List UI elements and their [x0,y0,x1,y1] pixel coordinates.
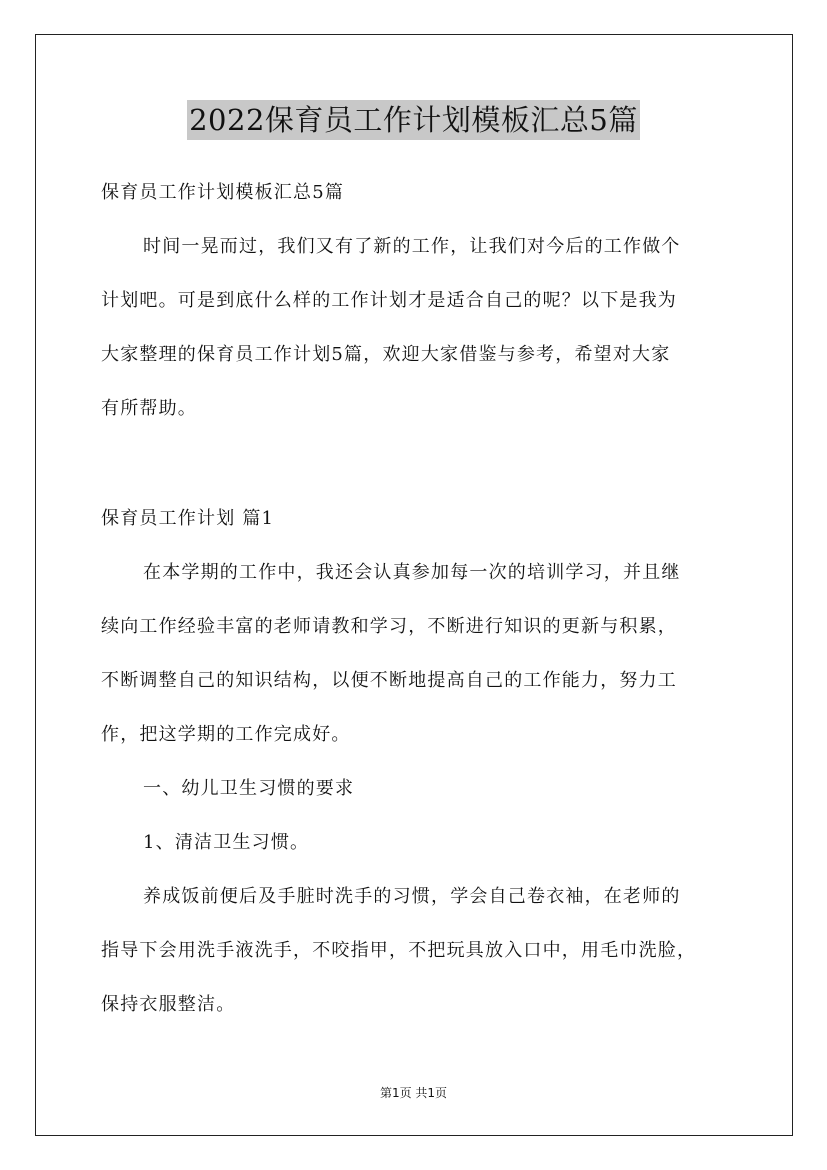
paragraph-line: 养成饭前便后及手脏时洗手的习惯，学会自己卷衣袖，在老师的 [143,886,681,907]
list-subheading: 1、清洁卫生习惯。 [143,832,310,853]
paragraph-line: 计划吧。可是到底什么样的工作计划才是适合自己的呢？以下是我为 [101,290,677,311]
list-heading: 一、幼儿卫生习惯的要求 [143,778,355,799]
paragraph-line: 不断调整自己的知识结构，以便不断地提高自己的工作能力，努力工 [101,670,677,691]
paragraph-line: 续向工作经验丰富的老师请教和学习，不断进行知识的更新与积累， [101,616,677,637]
paragraph-line: 大家整理的保育员工作计划5篇，欢迎大家借鉴与参考，希望对大家 [101,344,671,365]
document-title: 2022保育员工作计划模板汇总5篇 [187,100,640,140]
page-footer: 第1页 共1页 [379,1086,448,1100]
paragraph-line: 时间一晃而过，我们又有了新的工作，让我们对今后的工作做个 [143,236,681,257]
paragraph-line: 在本学期的工作中，我还会认真参加每一次的培训学习，并且继 [143,562,681,583]
subtitle-line: 保育员工作计划模板汇总5篇 [101,182,345,203]
title-container [0,100,827,140]
paragraph-line: 作，把这学期的工作完成好。 [101,724,351,745]
paragraph-line: 指导下会用洗手液洗手，不咬指甲，不把玩具放入口中，用毛巾洗脸， [101,940,697,961]
paragraph-line: 有所帮助。 [101,398,197,419]
paragraph-line: 保持衣服整洁。 [101,994,236,1015]
section-heading: 保育员工作计划 篇1 [101,508,275,529]
